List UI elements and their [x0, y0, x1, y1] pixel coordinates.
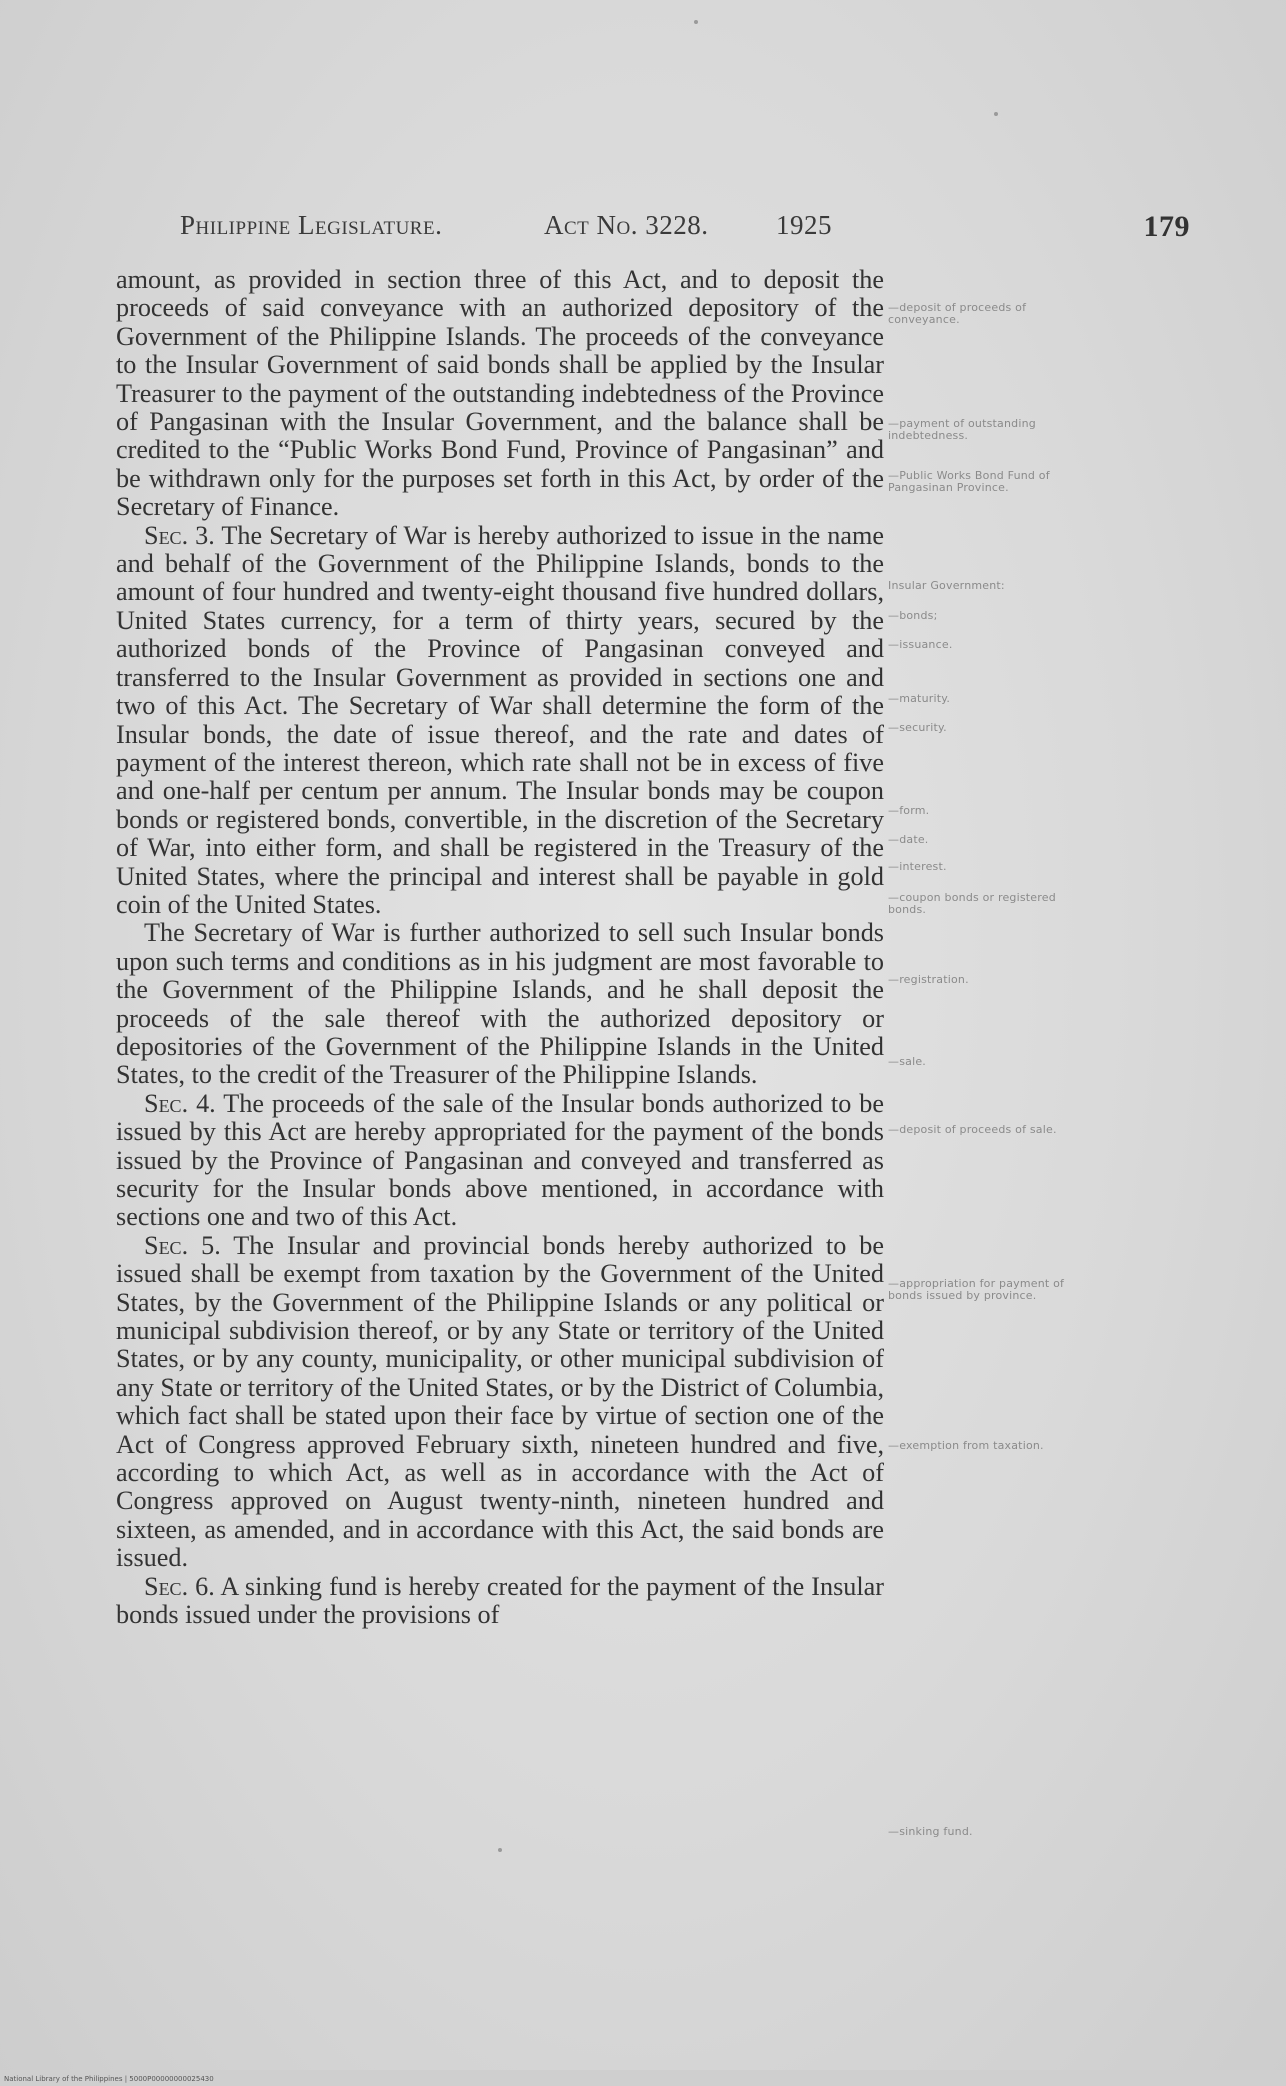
margin-note-public-works-fund: —Public Works Bond Fund of Pangasinan Province. — [888, 469, 1050, 494]
section-3 — [116, 522, 884, 920]
section-label: Sec. 3. — [144, 520, 215, 550]
paragraph-continuation: amount, as provided in section three of this Act, and to deposit the proceeds of said conveyance with an authorized depository of the Government of the Philippine Islands. The proceeds of the conveyance to the Insular Government of said bonds shall be applied by the Insular Treasurer to the payment of the outstanding indebtedness of the Province of Pangasinan with the Insular Government, and the balance shall be credited to the “Public Works Bond Fund, Province of Pangasinan” and be withdrawn only for the purposes set forth in this Act, by order of the Secretary of Finance. — [116, 265, 884, 522]
margin-note-form: —form. — [888, 804, 930, 817]
margin-note-registration: —registration. — [888, 973, 969, 986]
margin-note-bonds: —bonds; — [888, 609, 938, 622]
margin-note-sinking-fund: —sinking fund. — [888, 1825, 973, 1838]
margin-note-insular-government: Insular Government: — [888, 579, 1005, 592]
section-text: A sinking fund is hereby created for the payment of the Insular bonds issued under the provisions of — [116, 1571, 884, 1630]
margin-note-sale: —sale. — [888, 1055, 926, 1068]
margin-note-security: —security. — [888, 721, 947, 734]
running-header — [180, 210, 1190, 250]
header-title: Philippine Legislature. — [180, 210, 443, 240]
dust-speck — [498, 1848, 502, 1852]
section-label: Sec. 5. — [144, 1230, 221, 1260]
header-act-number: Act No. 3228. — [544, 210, 709, 240]
margin-note-deposit-conveyance: —deposit of proceeds of conveyance. — [888, 301, 1027, 326]
dust-speck — [994, 112, 998, 116]
margin-note-issuance: —issuance. — [888, 638, 953, 651]
footer-credit: National Library of the Philippines | 5000P00000000025430 — [4, 2075, 214, 2083]
section-text: The proceeds of the sale of the Insular bonds authorized to be issued by this Act are hereby appropriated for the payment of the bonds issued by the Province of Pangasinan and conveyed and transferred as security for the Insular bonds above mentioned, in accordance with sections one and two of this Act. — [116, 1088, 884, 1232]
margin-note-interest: —interest. — [888, 860, 947, 873]
section-label: Sec. 6. — [144, 1571, 215, 1601]
margin-note-payment-outstanding: —payment of outstanding indebtedness. — [888, 417, 1036, 442]
margin-note-appropriation: —appropriation for payment of bonds issued by province. — [888, 1277, 1065, 1302]
margin-note-maturity: —maturity. — [888, 692, 951, 705]
margin-note-exemption: —exemption from taxation. — [888, 1439, 1044, 1452]
section-text: The Secretary of War is hereby authorized to issue in the name and behalf of the Government of the Philippine Islands, bonds to the amount of four hundred and twenty-eight thousand five hundred dollars, United States currency, for a term of thirty years, secured by the authorized bonds of the Province of Pangasinan conveyed and transferred to the Insular Government as provided in sections one and two of this Act. The Secretary of War shall determine the form of the Insular bonds, the date of issue thereof, and the rate and dates of payment of the interest thereon, which rate shall not be in excess of five and one-half per centum per annum. The Insular bonds may be coupon bonds or registered bonds, convertible, in the discretion of the Secretary of War, into either form, and shall be registered in the Treasury of the United States, where the principal and interest shall be payable in gold coin of the United States. — [116, 520, 884, 919]
margin-note-coupon: —coupon bonds or registered bonds. — [888, 891, 1056, 916]
dust-speck — [694, 20, 698, 24]
section-label: Sec. 4. — [144, 1088, 216, 1118]
section-4 — [116, 1090, 884, 1232]
footer-strip — [0, 2070, 1286, 2086]
margin-note-date: —date. — [888, 833, 929, 846]
section-5 — [116, 1232, 884, 1573]
page-number: 179 — [1143, 210, 1190, 243]
paragraph-sale: The Secretary of War is further authorized to sell such Insular bonds upon such terms and conditions as in his judgment are most favorable to the Government of the Philippine Islands, and he shall deposit the proceeds of the sale thereof with the authorized depository or depositories of the Government of the Philippine Islands in the United States, to the credit of the Treasurer of the Philippine Islands. — [116, 918, 884, 1090]
section-6 — [116, 1573, 884, 1630]
margin-note-deposit-sale: —deposit of proceeds of sale. — [888, 1123, 1057, 1136]
main-text — [116, 266, 884, 1630]
header-year: 1925 — [776, 210, 832, 240]
section-text: The Insular and provincial bonds hereby authorized to be issued shall be exempt from taxation by the Government of the United States, by the Government of the Philippine Islands or any political or municipal subdivision thereof, or by any State or territory of the United States, or by any county, municipality, or other municipal subdivision of any State or territory of the United States, or by the District of Columbia, which fact shall be stated upon their face by virtue of section one of the Act of Congress approved February sixth, nineteen hundred and five, according to which Act, as well as in accordance with the Act of Congress approved on August twenty-ninth, nineteen hundred and sixteen, as amended, and in accordance with this Act, the said bonds are issued. — [116, 1230, 884, 1573]
